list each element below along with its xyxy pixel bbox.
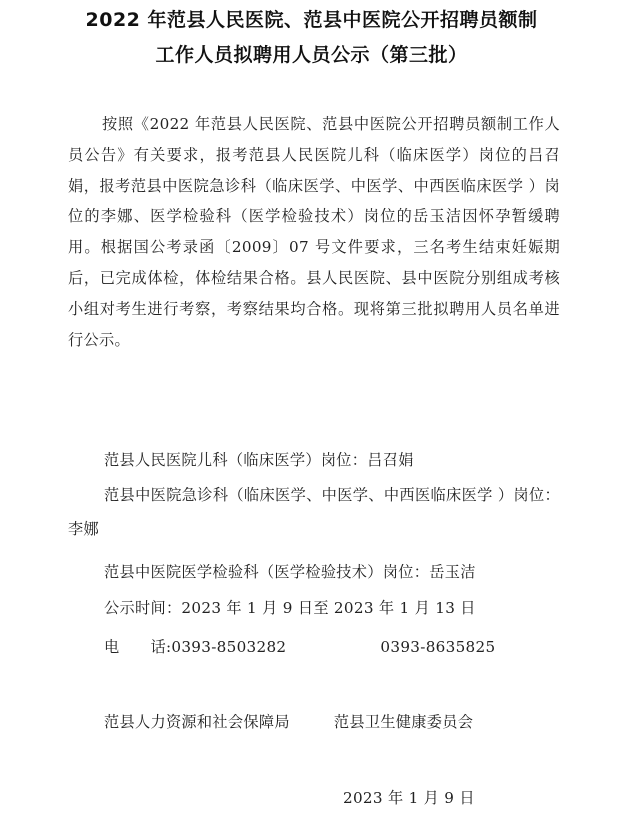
issuer-health-commission: 范县卫生健康委员会	[333, 713, 474, 731]
position-line-2: 范县中医院急诊科（临床医学、中医学、中西医临床医学 ）岗位：李娜	[68, 486, 560, 538]
phone-line	[104, 632, 495, 662]
position-line-1: 范县人民医院儿科（临床医学）岗位：吕召娟	[104, 451, 414, 469]
publicity-time: 公示时间：2023 年 1 月 9 日至 2023 年 1 月 13 日	[104, 599, 476, 617]
issuer-hr-bureau: 范县人力资源和社会保障局	[104, 713, 290, 731]
phone-number-1: 0393-8503282	[171, 638, 287, 656]
issuer-line	[104, 707, 473, 737]
document-title-line-1: 2022 年范县人民医院、范县中医院公开招聘员额制	[85, 9, 538, 31]
document-date: 2023 年 1 月 9 日	[343, 789, 475, 807]
document-title-line-2: 工作人员拟聘用人员公示（第三批）	[155, 44, 468, 66]
phone-number-2: 0393-8635825	[380, 638, 496, 656]
position-line-3: 范县中医院医学检验科（医学检验技术）岗位：岳玉洁	[104, 563, 476, 581]
body-paragraph: 按照《2022 年范县人民医院、范县中医院公开招聘员额制工作人员公告》有关要求，报考范县人民医院儿科（临床医学）岗位的吕召娟，报考范县中医院急诊科（临床医学、中医学、中西医临床医学 ）岗位的李娜、医学检验科（医学检验技术）岗位的岳玉洁因怀孕暂缓聘用。根据国公考录函〔2009〕07 号文件要求，三名考生结束妊娠期后，已完成体检，体检结果合格。县人民医院、县中医院分别组成考核小组对考生进行考察，考察结果均合格。现将第三批拟聘用人员名单进行公示。	[68, 115, 560, 349]
phone-label: 电 话:	[104, 638, 172, 656]
